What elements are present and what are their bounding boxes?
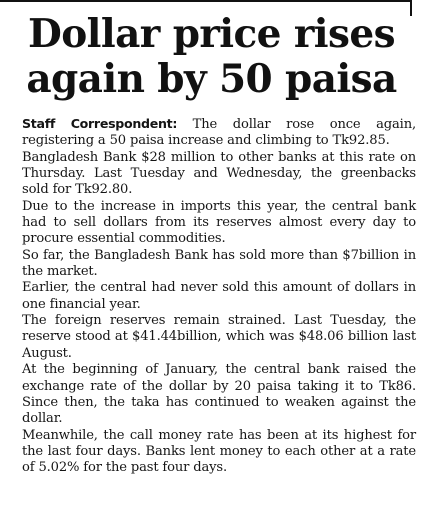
article-paragraph-2: Bangladesh Bank $28 million to other banks at this rate on Thursday. Last Tuesday and Wednesday, the greenbacks sold for Tk92.80. bbox=[22, 149, 416, 198]
byline: Staff Correspondent: bbox=[22, 116, 178, 131]
article-paragraph-6: The foreign reserves remain strained. Last Tuesday, the reserve stood at $41.44billion, which was $48.06 billion last August. bbox=[22, 313, 416, 361]
headline bbox=[8, 12, 415, 102]
article-paragraph-4: So far, the Bangladesh Bank has sold more than $7billion in the market. bbox=[22, 247, 416, 280]
article-body bbox=[22, 116, 416, 477]
article-paragraph-8: Meanwhile, the call money rate has been at its highest for the last four days. Banks lent money to each other at a rate of 5.02% for the past four days. bbox=[22, 427, 416, 476]
headline-line-1: Dollar price rises bbox=[28, 11, 395, 57]
headline-line-2: again by 50 paisa bbox=[26, 56, 397, 102]
article-paragraph-5: Earlier, the central had never sold this amount of dollars in one financial year. bbox=[22, 280, 416, 312]
paragraph-text: The dollar rose once again, registering a 50 paisa increase and climbing to Tk92.85. bbox=[22, 117, 416, 149]
article-paragraph-1 bbox=[22, 116, 416, 150]
top-border-rule bbox=[0, 0, 410, 2]
article-paragraph-7: At the beginning of January, the central bank raised the exchange rate of the dollar by 20 paisa taking it to Tk86. Since then, the taka has continued to weaken against the dollar. bbox=[22, 362, 416, 427]
article-paragraph-3: Due to the increase in imports this year, the central bank had to sell dollars from its reserves almost every day to procure essential commodities. bbox=[22, 198, 416, 247]
